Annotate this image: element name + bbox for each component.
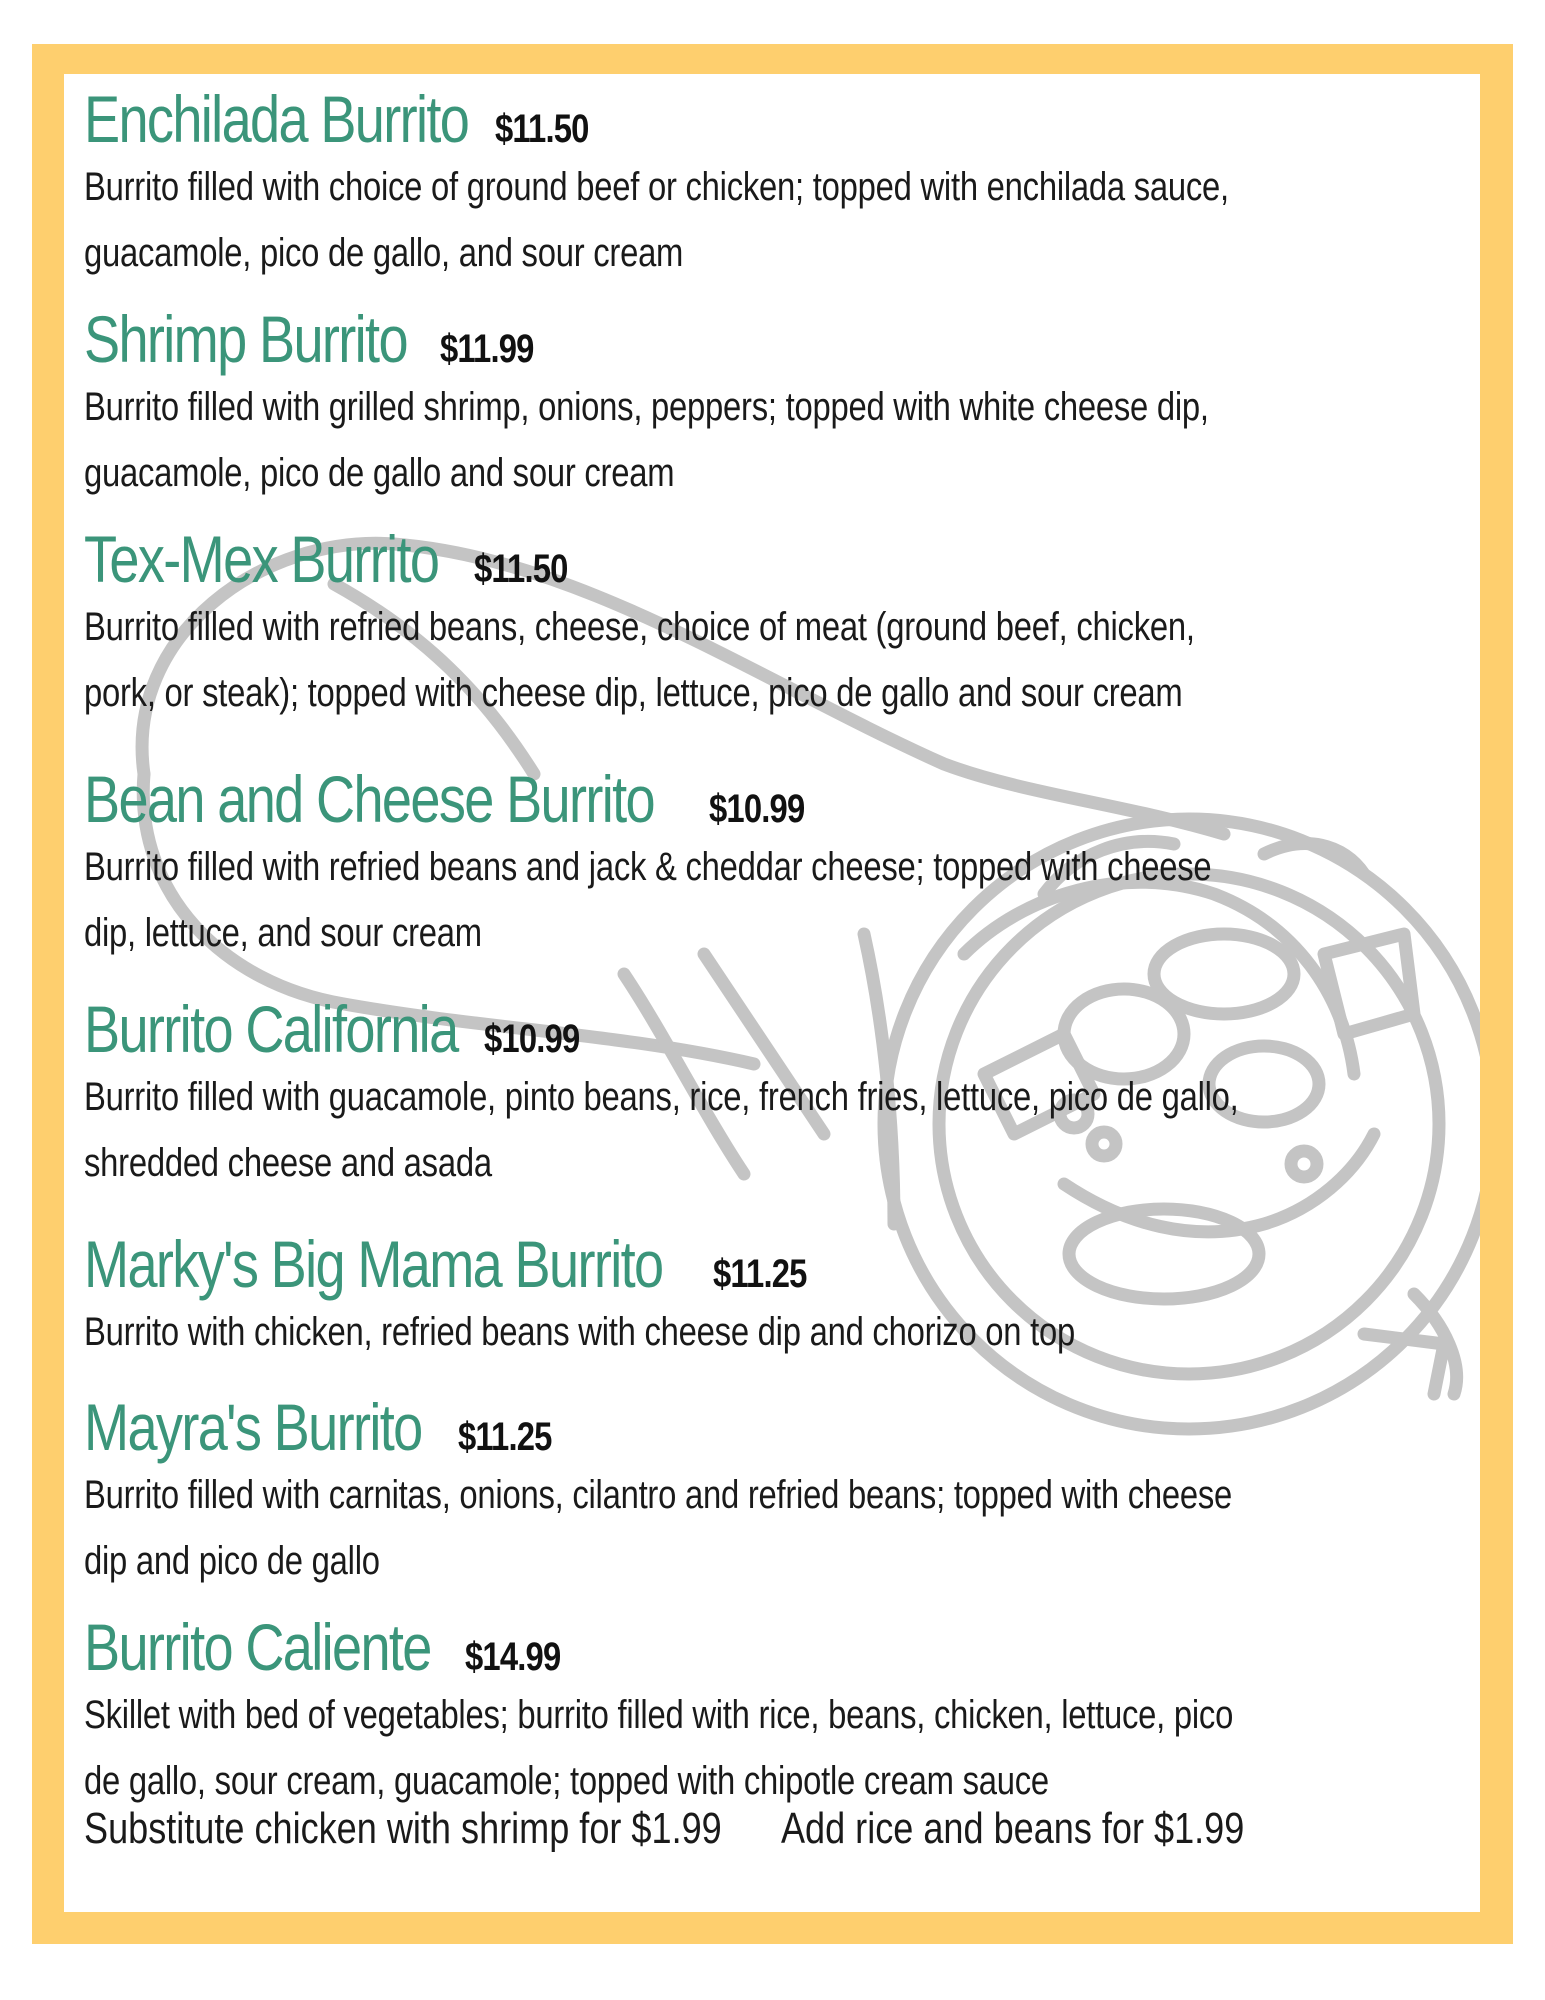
- item-description: Burrito filled with choice of ground beef or chicken; topped with enchilada sauce, guacamole, pico de gallo, and sour cream: [84, 165, 1229, 275]
- item-name: Marky's Big Mama Burrito: [84, 1227, 663, 1301]
- item-description: Burrito with chicken, refried beans with cheese dip and chorizo on top: [84, 1310, 1076, 1354]
- menu-item: [84, 1229, 1464, 1365]
- item-description: Burrito filled with refried beans, cheese, choice of meat (ground beef, chicken, pork, or steak); topped with cheese dip, lettuce, pico de gallo and sour cream: [84, 605, 1195, 715]
- menu-item: [84, 84, 1464, 286]
- menu-item: [84, 764, 1464, 966]
- item-price: $11.50: [494, 107, 589, 151]
- menu-panel: [64, 74, 1480, 1912]
- item-description: Burrito filled with refried beans and jack & cheddar cheese; topped with cheese dip, lettuce, and sour cream: [84, 845, 1212, 955]
- item-description: Burrito filled with carnitas, onions, cilantro and refried beans; topped with cheese dip and pico de gallo: [84, 1473, 1233, 1583]
- item-name: Enchilada Burrito: [84, 82, 469, 156]
- item-price: $10.99: [709, 787, 805, 831]
- substitute-note: Substitute chicken with shrimp for $1.99: [84, 1804, 722, 1853]
- menu-item: [84, 1612, 1464, 1814]
- item-name: Mayra's Burrito: [84, 1390, 422, 1464]
- item-price: $11.25: [457, 1415, 552, 1459]
- item-description: Burrito filled with guacamole, pinto beans, rice, french fries, lettuce, pico de gallo, shredded cheese and asada: [84, 1075, 1239, 1185]
- item-price: $11.50: [474, 547, 568, 591]
- item-description: Burrito filled with grilled shrimp, onions, peppers; topped with white cheese dip, guacamole, pico de gallo and sour cream: [84, 385, 1209, 495]
- item-name: Bean and Cheese Burrito: [84, 762, 655, 836]
- item-name: Burrito Caliente: [84, 1610, 431, 1684]
- item-name: Shrimp Burrito: [84, 302, 407, 376]
- item-price: $10.99: [483, 1017, 579, 1061]
- add-note: Add rice and beans for $1.99: [780, 1804, 1245, 1853]
- menu-notes: [84, 1804, 1244, 1854]
- item-name: Tex-Mex Burrito: [84, 522, 439, 596]
- menu-item: [84, 304, 1464, 506]
- item-name: Burrito California: [84, 992, 458, 1066]
- menu-item: [84, 524, 1464, 726]
- item-price: $11.25: [713, 1252, 808, 1296]
- menu-item: [84, 1392, 1464, 1594]
- item-description: Skillet with bed of vegetables; burrito filled with rice, beans, chicken, lettuce, pico de gallo, sour cream, guacamole; topped with chipotle cream sauce: [84, 1693, 1234, 1803]
- item-price: $14.99: [464, 1635, 561, 1679]
- item-price: $11.99: [439, 327, 534, 371]
- menu-item: [84, 994, 1464, 1196]
